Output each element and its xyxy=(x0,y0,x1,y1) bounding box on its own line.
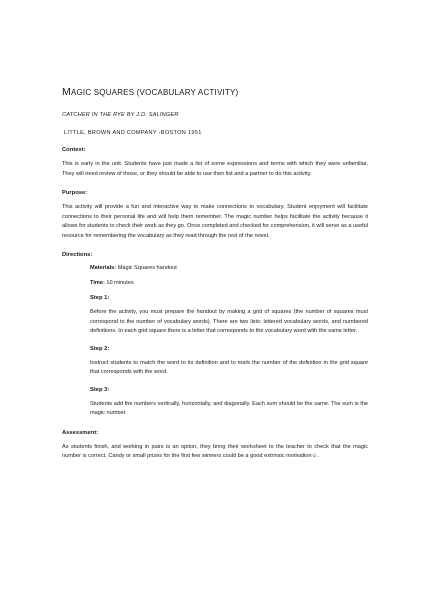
assessment-text: As students finish, and working in pairs is an option, they bring their worksheet to the teacher to check that the magic number is correct. Candy or small prizes for the first few winners could be a good extrinsic motivation☺. xyxy=(62,443,368,459)
materials-label: Materials: xyxy=(90,265,117,271)
assessment-heading: Assessment: xyxy=(62,429,99,436)
book-subtitle: CATCHER IN THE RYE BY J.D. SALINGER xyxy=(62,112,179,118)
publisher-line: LITTLE, BROWN AND COMPANY -BOSTON 1951 xyxy=(64,130,202,136)
assessment-section xyxy=(62,430,368,462)
time-value: 10 minutes xyxy=(106,280,134,286)
directions-heading: Directions: xyxy=(62,252,93,258)
document-title xyxy=(62,86,368,98)
step3-text: Students add the numbers vertically, horizontally, and diagonally. Each sum should be the same. The sum is the magic number. xyxy=(90,400,368,416)
purpose-text: This activity will provide a fun and interactive way to make connections to vocabulary. Student enjoyment will facilitate connections to their personal life and will help them remember. The magic number helps facilitate the activity because it allows for students to check their work as they go. Once completed and checked for comprehension, it will serve as a useful resource for remembering the vocabulary as they read through the rest of the novel. xyxy=(62,204,368,239)
time-row xyxy=(90,280,368,286)
directions-body xyxy=(90,265,368,419)
context-heading: Context: xyxy=(62,147,86,153)
purpose-section xyxy=(62,190,368,241)
materials-value: Magic Squares handout xyxy=(117,265,177,271)
step2-heading: Step 2: xyxy=(90,345,110,352)
time-label: Time: xyxy=(90,280,105,286)
context-section xyxy=(62,147,368,179)
step2-text: Instruct students to match the word to its definition and to mark the number of the definition in the grid square that corresponds with the word. xyxy=(90,359,368,375)
purpose-heading: Purpose: xyxy=(62,190,88,196)
step1-heading: Step 1: xyxy=(90,295,110,301)
directions-section xyxy=(62,252,368,419)
step1-text: Before the activity, you must prepare the handout by making a grid of squares (the number of squares must correspond to the number of vocabulary words). There are two lists: lettered vocabulary words, and numbered definitions. In each grid square there is a letter that corresponds to the vocabulary word with the same letter. xyxy=(90,309,368,334)
step3-heading: Step 3: xyxy=(90,386,110,393)
title-rest: AGIC SQUARES (VOCABULARY ACTIVITY) xyxy=(70,88,239,97)
context-text: This is early in the unit. Students have just made a list of some expressions and terms with which they were unfamiliar. They will need review of those, or they should be able to use their list and a partner to do this activity. xyxy=(62,161,368,177)
title-initial: M xyxy=(62,86,71,98)
materials-row xyxy=(90,265,368,271)
